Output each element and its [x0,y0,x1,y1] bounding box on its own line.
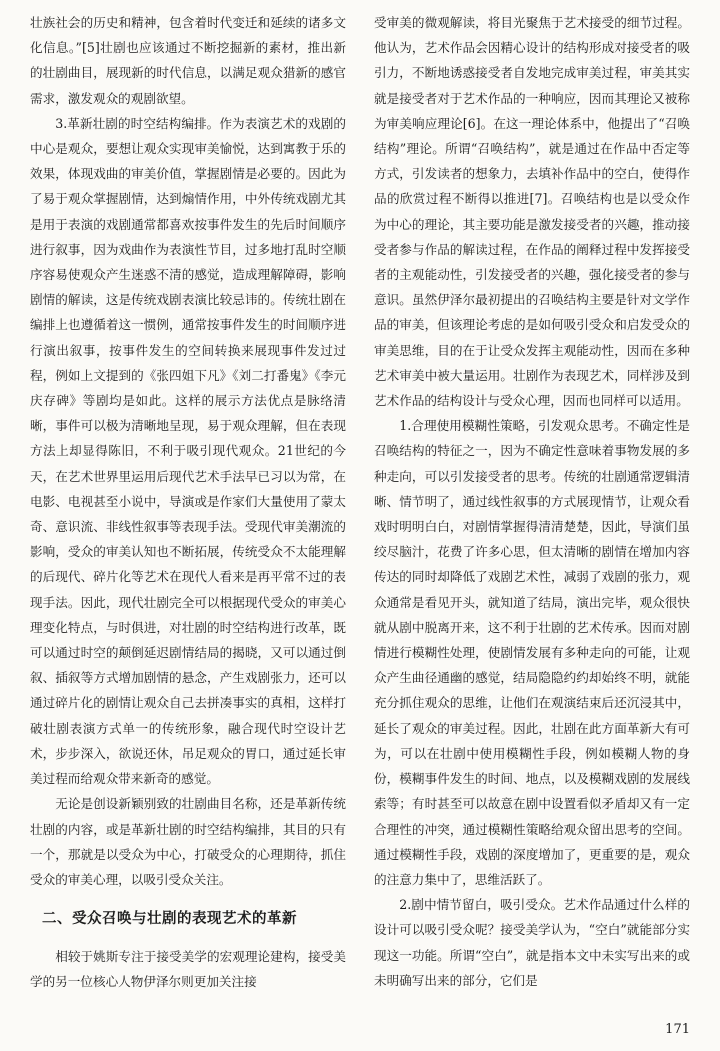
section-heading: 二、受众召唤与壮剧的表现艺术的革新 [42,911,297,928]
paragraph-left-4: 相较于姚斯专注于接受美学的宏观理论建构，接受美学的另一位核心人物伊泽尔则更加关注接 [30,949,346,990]
paragraph-right-1: 受审美的微观解读，将目光聚焦于艺术接受的细节过程。他认为，艺术作品会因精心设计的结构形成对接受者的吸引力，不断地诱惑接受者自发地完成审美过程，审美其实就是接受者对于艺术作品的一种响应，因而其理论又被称为审美响应理论[6]。在这一理论体系中，他提出了“召唤结构”理论。所谓“召唤结构”，就是通过在作品中否定等方式，引发读者的想象力，去填补作品中的空白，使得作品的欣赏过程不断得以推进[7]。召唤结构也是以受众作为中心的理论，其主要功能是激发接受者的兴趣，推动接受者参与作品的解读过程，在作品的阐释过程中发挥接受者的主观能动性，引发接受者的兴趣，强化接受者的参与意识。虽然伊泽尔最初提出的召唤结构主要是针对文学作品的审美，但该理论考虑的是如何吸引受众和启发受众的审美思维，目的在于让受众发挥主观能动性，因而在多种艺术审美中被大量运用。壮剧作为表现艺术，同样涉及到艺术作品的结构设计与受众心理，因而也同样可以适用。 [374,15,690,409]
left-column [30,10,346,1010]
right-column [374,10,690,1010]
page-number: 171 [665,1022,690,1037]
paragraph-left-1: 壮族社会的历史和精神，包含着时代变迁和延续的诸多文化信息。”[5]壮剧也应该通过不断挖掘新的素材，推出新的壮剧曲目，展现新的时代信息，以满足观众猎新的感官需求，激发观众的观剧欲望。 [30,15,346,106]
article-page [30,10,690,1010]
paragraph-left-3: 无论是创设新颖别致的壮剧曲目名称，还是革新传统壮剧的内容，或是革新壮剧的时空结构编排，其目的只有一个，那就是以受众为中心，打破受众的心理期待，抓住受众的审美心理，以吸引受众关注。 [30,796,346,887]
paragraph-right-3: 2.剧中情节留白，吸引受众。艺术作品通过什么样的设计可以吸引受众呢？接受美学认为，“空白”就能部分实现这一功能。所谓“空白”，就是指本文中未实写出来的或未明确写出来的部分，它们是 [374,897,690,988]
paragraph-left-2: 3.革新壮剧的时空结构编排。作为表演艺术的戏剧的中心是观众，要想让观众实现审美愉悦，达到寓教于乐的效果，体现戏曲的审美价值，掌握剧情是必要的。因此为了易于观众掌握剧情，达到煽情作用，中外传统戏剧尤其是用于表演的戏剧通常都喜欢按事件发生的先后时间顺序进行叙事，因为戏曲作为表演性节目，过多地打乱时空顺序容易使观众产生迷惑不清的感觉，造成理解障碍，影响剧情的解读，这是传统戏剧表演比较忌讳的。传统壮剧在编排上也遵循着这一惯例，通常按事件发生的时间顺序进行演出叙事，按事件发生的空间转换来展现事件发过过程，例如上文提到的《张四姐下凡》《刘二打番鬼》《李元庆存碑》等剧均是如此。这样的展示方法优点是脉络清晰，事件可以极为清晰地呈现，易于观众理解，但在表现方法上却显得陈旧，不利于吸引现代观众。21世纪的今天，在艺术世界里运用后现代艺术手法早已习以为常，在电影、电视甚至小说中，导演或是作家们大量使用了蒙太奇、意识流、非线性叙事等表现手法。受现代审美潮流的影响，受众的审美认知也不断拓展，传统受众不太能理解的后现代、碎片化等艺术在现代人看来是再平常不过的表现手法。因此，现代壮剧完全可以根据现代受众的审美心理变化特点，与时俱进，对壮剧的时空结构进行改革，既可以通过时空的颠倒延迟剧情结局的揭晓，又可以通过倒叙、插叙等方式增加剧情的悬念，产生戏剧张力，还可以通过碎片化的剧情让观众自己去拼凑事实的真相，这样打破壮剧表演方式单一的传统形象，融合现代时空设计艺术，步步深入，欲说还休，吊足观众的胃口，通过延长审美过程而给观众带来新奇的感觉。 [30,115,346,787]
paragraph-right-2: 1.合理使用模糊性策略，引发观众思考。不确定性是召唤结构的特征之一，因为不确定性意味着事物发展的多种走向，可以引发接受者的思考。传统的壮剧通常逻辑清晰、情节明了，通过线性叙事的方式展现情节，让观众看戏时明明白白，对剧情掌握得清清楚楚，因此，导演们虽绞尽脑汁，花费了许多心思，但太清晰的剧情在增加内容传达的同时却降低了戏剧艺术性，减弱了戏剧的张力，观众通常是看见开头，就知道了结局，演出完毕，观众很快就从剧中脱离开来，这不利于壮剧的艺术传承。因而对剧情进行模糊性处理，使剧情发展有多种走向的可能，让观众产生曲径通幽的感觉，结局隐隐约约却始终不明，就能充分抓住观众的思维，让他们在观演结束后还沉浸其中，延长了观众的审美过程。因此，壮剧在此方面革新大有可为，可以在壮剧中使用模糊性手段，例如模糊人物的身份，模糊事件发生的时间、地点，以及模糊戏剧的发展线索等；有时甚至可以故意在剧中设置看似矛盾却又有一定合理性的冲突，通过模糊性策略给观众留出思考的空间。通过模糊性手段，戏剧的深度增加了，更重要的是，观众的注意力集中了，思维活跃了。 [374,418,690,887]
